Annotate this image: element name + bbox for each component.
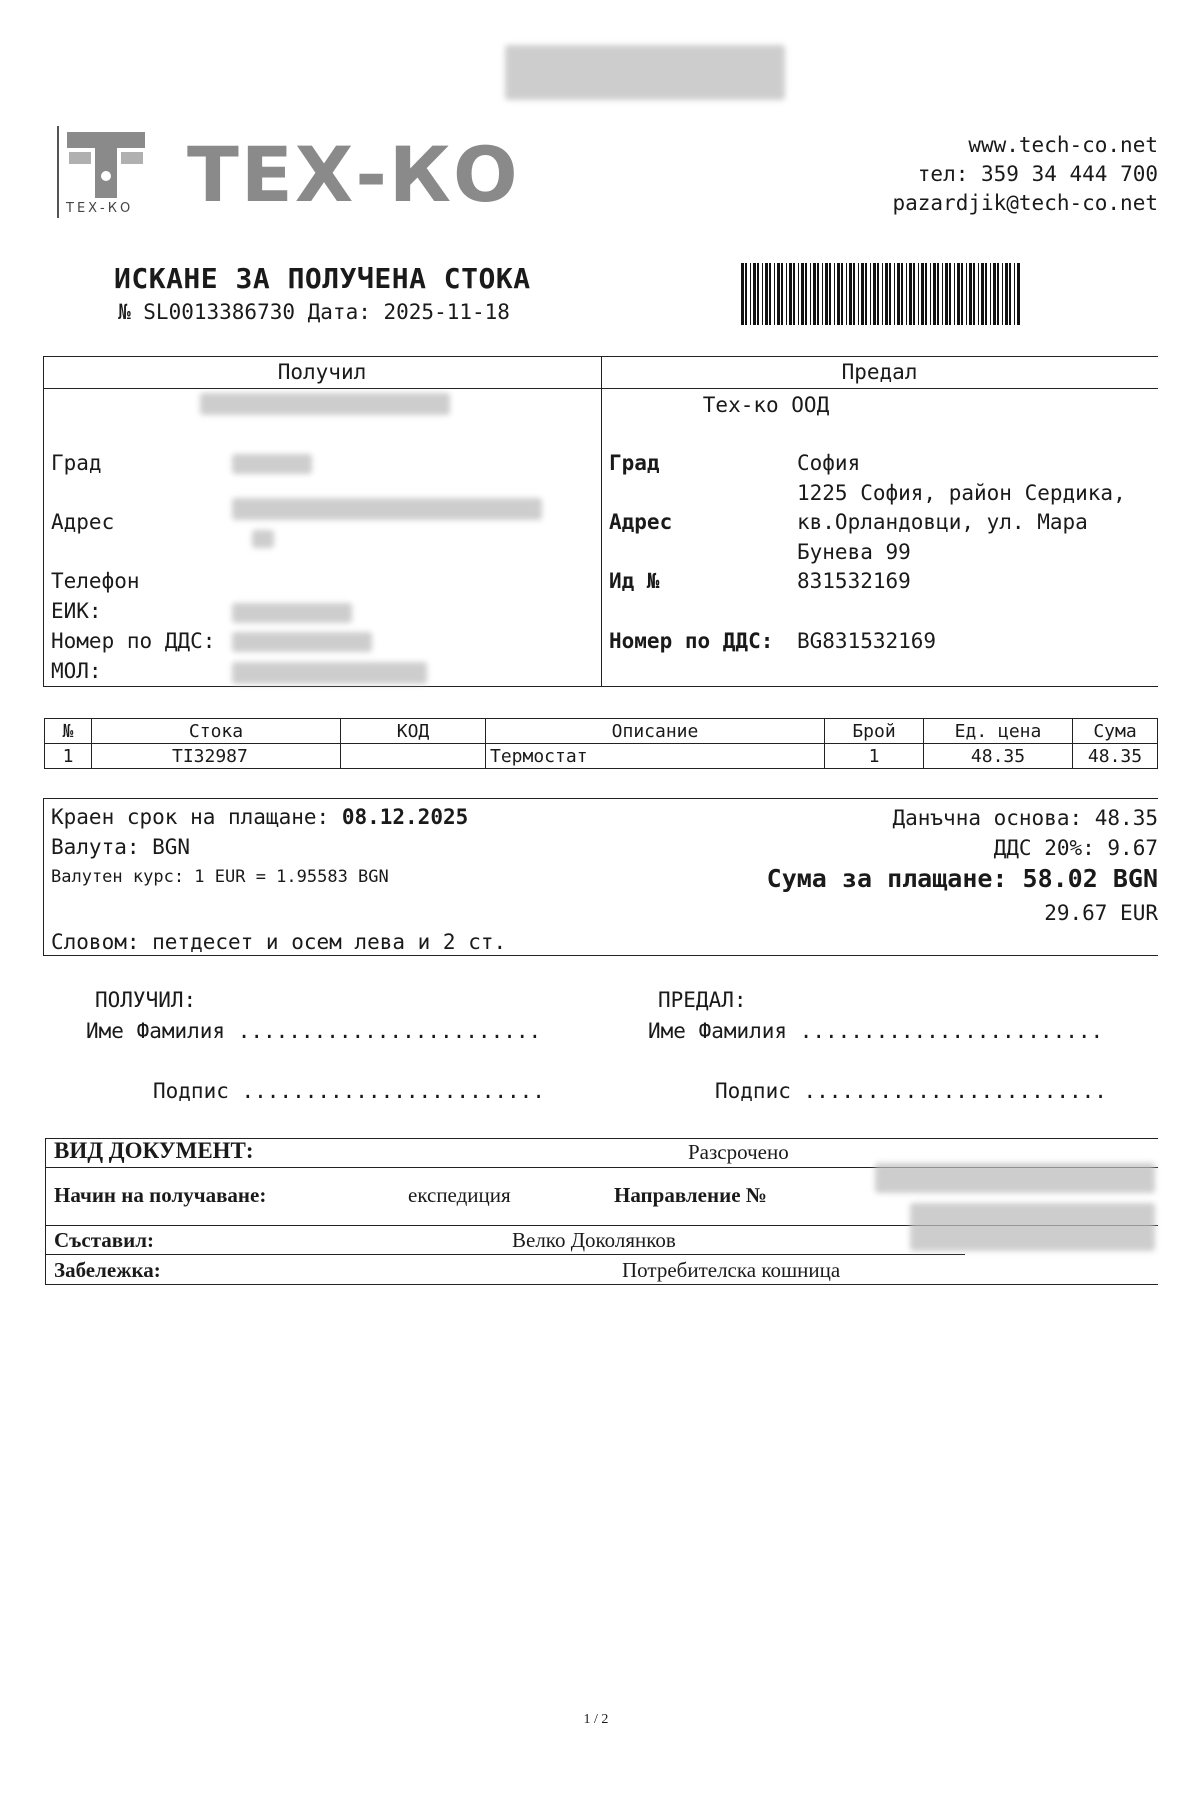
items-header-row <box>45 719 1158 744</box>
col-unit-price: Ед. цена <box>924 719 1073 744</box>
exchange-rate: Валутен курс: 1 EUR = 1.95583 BGN <box>51 867 389 887</box>
total-amount: Сума за плащане: 58.02 BGN <box>766 864 1158 893</box>
cell-qty: 1 <box>825 744 924 769</box>
col-description: Описание <box>486 719 825 744</box>
redacted-direction <box>875 1163 1155 1193</box>
received-signature-heading: ПОЛУЧИЛ: <box>95 988 197 1012</box>
logo-caption: ТЕХ-КО <box>66 201 134 216</box>
sender-city: София <box>797 451 861 475</box>
redacted-receiver-mol <box>232 662 427 684</box>
amount-in-words: Словом: петдесет и осем лева и 2 ст. <box>51 930 507 954</box>
sender-address-line-3: Бунева 99 <box>797 540 911 564</box>
due-date-label: Краен срок на плащане: <box>51 805 330 829</box>
logo-mark-icon <box>59 126 151 206</box>
receiver-mol-label: МОЛ: <box>51 659 102 683</box>
company-phone: тел: 359 34 444 700 <box>917 162 1158 186</box>
col-sum: Сума <box>1073 719 1158 744</box>
total-eur: 29.67 EUR <box>1044 901 1158 925</box>
sender-address-line-2: кв.Орландовци, ул. Мара <box>797 510 1088 534</box>
receipt-method-label: Начин на получаване: <box>54 1183 267 1207</box>
redacted-direction-2 <box>910 1203 1155 1251</box>
redacted-receiver-address <box>232 498 542 520</box>
company-website: www.tech-co.net <box>968 133 1158 157</box>
delivered-sign-line: Подпис ........................ <box>715 1079 1107 1103</box>
sender-id: 831532169 <box>797 569 911 593</box>
compiled-by-value: Велко Доколянков <box>512 1228 676 1252</box>
receiver-heading: Получил <box>277 360 367 384</box>
document-title: ИСКАНЕ ЗА ПОЛУЧЕНА СТОКА <box>114 262 531 295</box>
redacted-receiver-vat <box>232 632 372 652</box>
sender-address-line-1: 1225 София, район Сердика, <box>797 481 1126 505</box>
redacted-handwriting <box>505 45 785 100</box>
sender-id-label: Ид № <box>609 569 660 593</box>
sender-vat: BG831532169 <box>797 629 937 653</box>
redacted-receiver-name <box>200 393 450 415</box>
receiver-vat-label: Номер по ДДС: <box>51 629 216 653</box>
receiver-phone-label: Телефон <box>51 569 140 593</box>
delivered-signature-heading: ПРЕДАЛ: <box>658 988 747 1012</box>
due-date-row <box>51 805 468 829</box>
sender-city-label: Град <box>609 451 660 475</box>
sender-address-label: Адрес <box>609 510 673 534</box>
document-number: № SL0013386730 Дата: 2025-11-18 <box>118 300 510 324</box>
cell-code <box>341 744 486 769</box>
col-product: Стока <box>92 719 341 744</box>
cell-sum: 48.35 <box>1073 744 1158 769</box>
doc-type-value: Разсрочено <box>688 1140 789 1164</box>
sender-heading: Предал <box>841 360 918 384</box>
cell-product: TI32987 <box>92 744 341 769</box>
receiver-eik-label: ЕИК: <box>51 599 102 623</box>
redacted-receiver-city <box>232 454 312 474</box>
redacted-receiver-address-2 <box>252 530 274 548</box>
direction-label: Направление № <box>614 1183 767 1207</box>
cell-description: Термостат <box>486 744 825 769</box>
compiled-by-label: Съставил: <box>54 1228 155 1252</box>
receiver-address-label: Адрес <box>51 510 115 534</box>
vat-amount: ДДС 20%: 9.67 <box>993 836 1158 860</box>
note-label: Забележка: <box>54 1258 161 1282</box>
tax-base: Данъчна основа: 48.35 <box>892 806 1158 830</box>
table-row <box>45 744 1158 769</box>
sender-vat-label: Номер по ДДС: <box>609 629 774 653</box>
note-value: Потребителска кошница <box>622 1258 841 1282</box>
sender-name: Тех-ко ООД <box>702 393 830 417</box>
col-code: КОД <box>341 719 486 744</box>
page-number: 1 / 2 <box>583 1712 609 1727</box>
redacted-receiver-eik <box>232 603 352 623</box>
cell-unit-price: 48.35 <box>924 744 1073 769</box>
received-name-line: Име Фамилия ........................ <box>86 1019 542 1043</box>
receipt-method-value: експедиция <box>408 1183 511 1207</box>
receiver-city-label: Град <box>51 451 102 475</box>
cell-number: 1 <box>45 744 92 769</box>
items-table <box>44 718 1158 769</box>
doc-type-label: ВИД ДОКУМЕНТ: <box>54 1138 254 1163</box>
company-email: pazardjik@tech-co.net <box>892 191 1158 215</box>
delivered-name-line: Име Фамилия ........................ <box>648 1019 1104 1043</box>
logo-wordmark: ТЕХ-КО <box>187 130 520 219</box>
due-date-value: 08.12.2025 <box>341 805 469 829</box>
col-number: № <box>45 719 92 744</box>
received-sign-line: Подпис ........................ <box>153 1079 545 1103</box>
currency: Валута: BGN <box>51 835 191 859</box>
barcode-icon <box>739 263 1024 325</box>
col-qty: Брой <box>825 719 924 744</box>
